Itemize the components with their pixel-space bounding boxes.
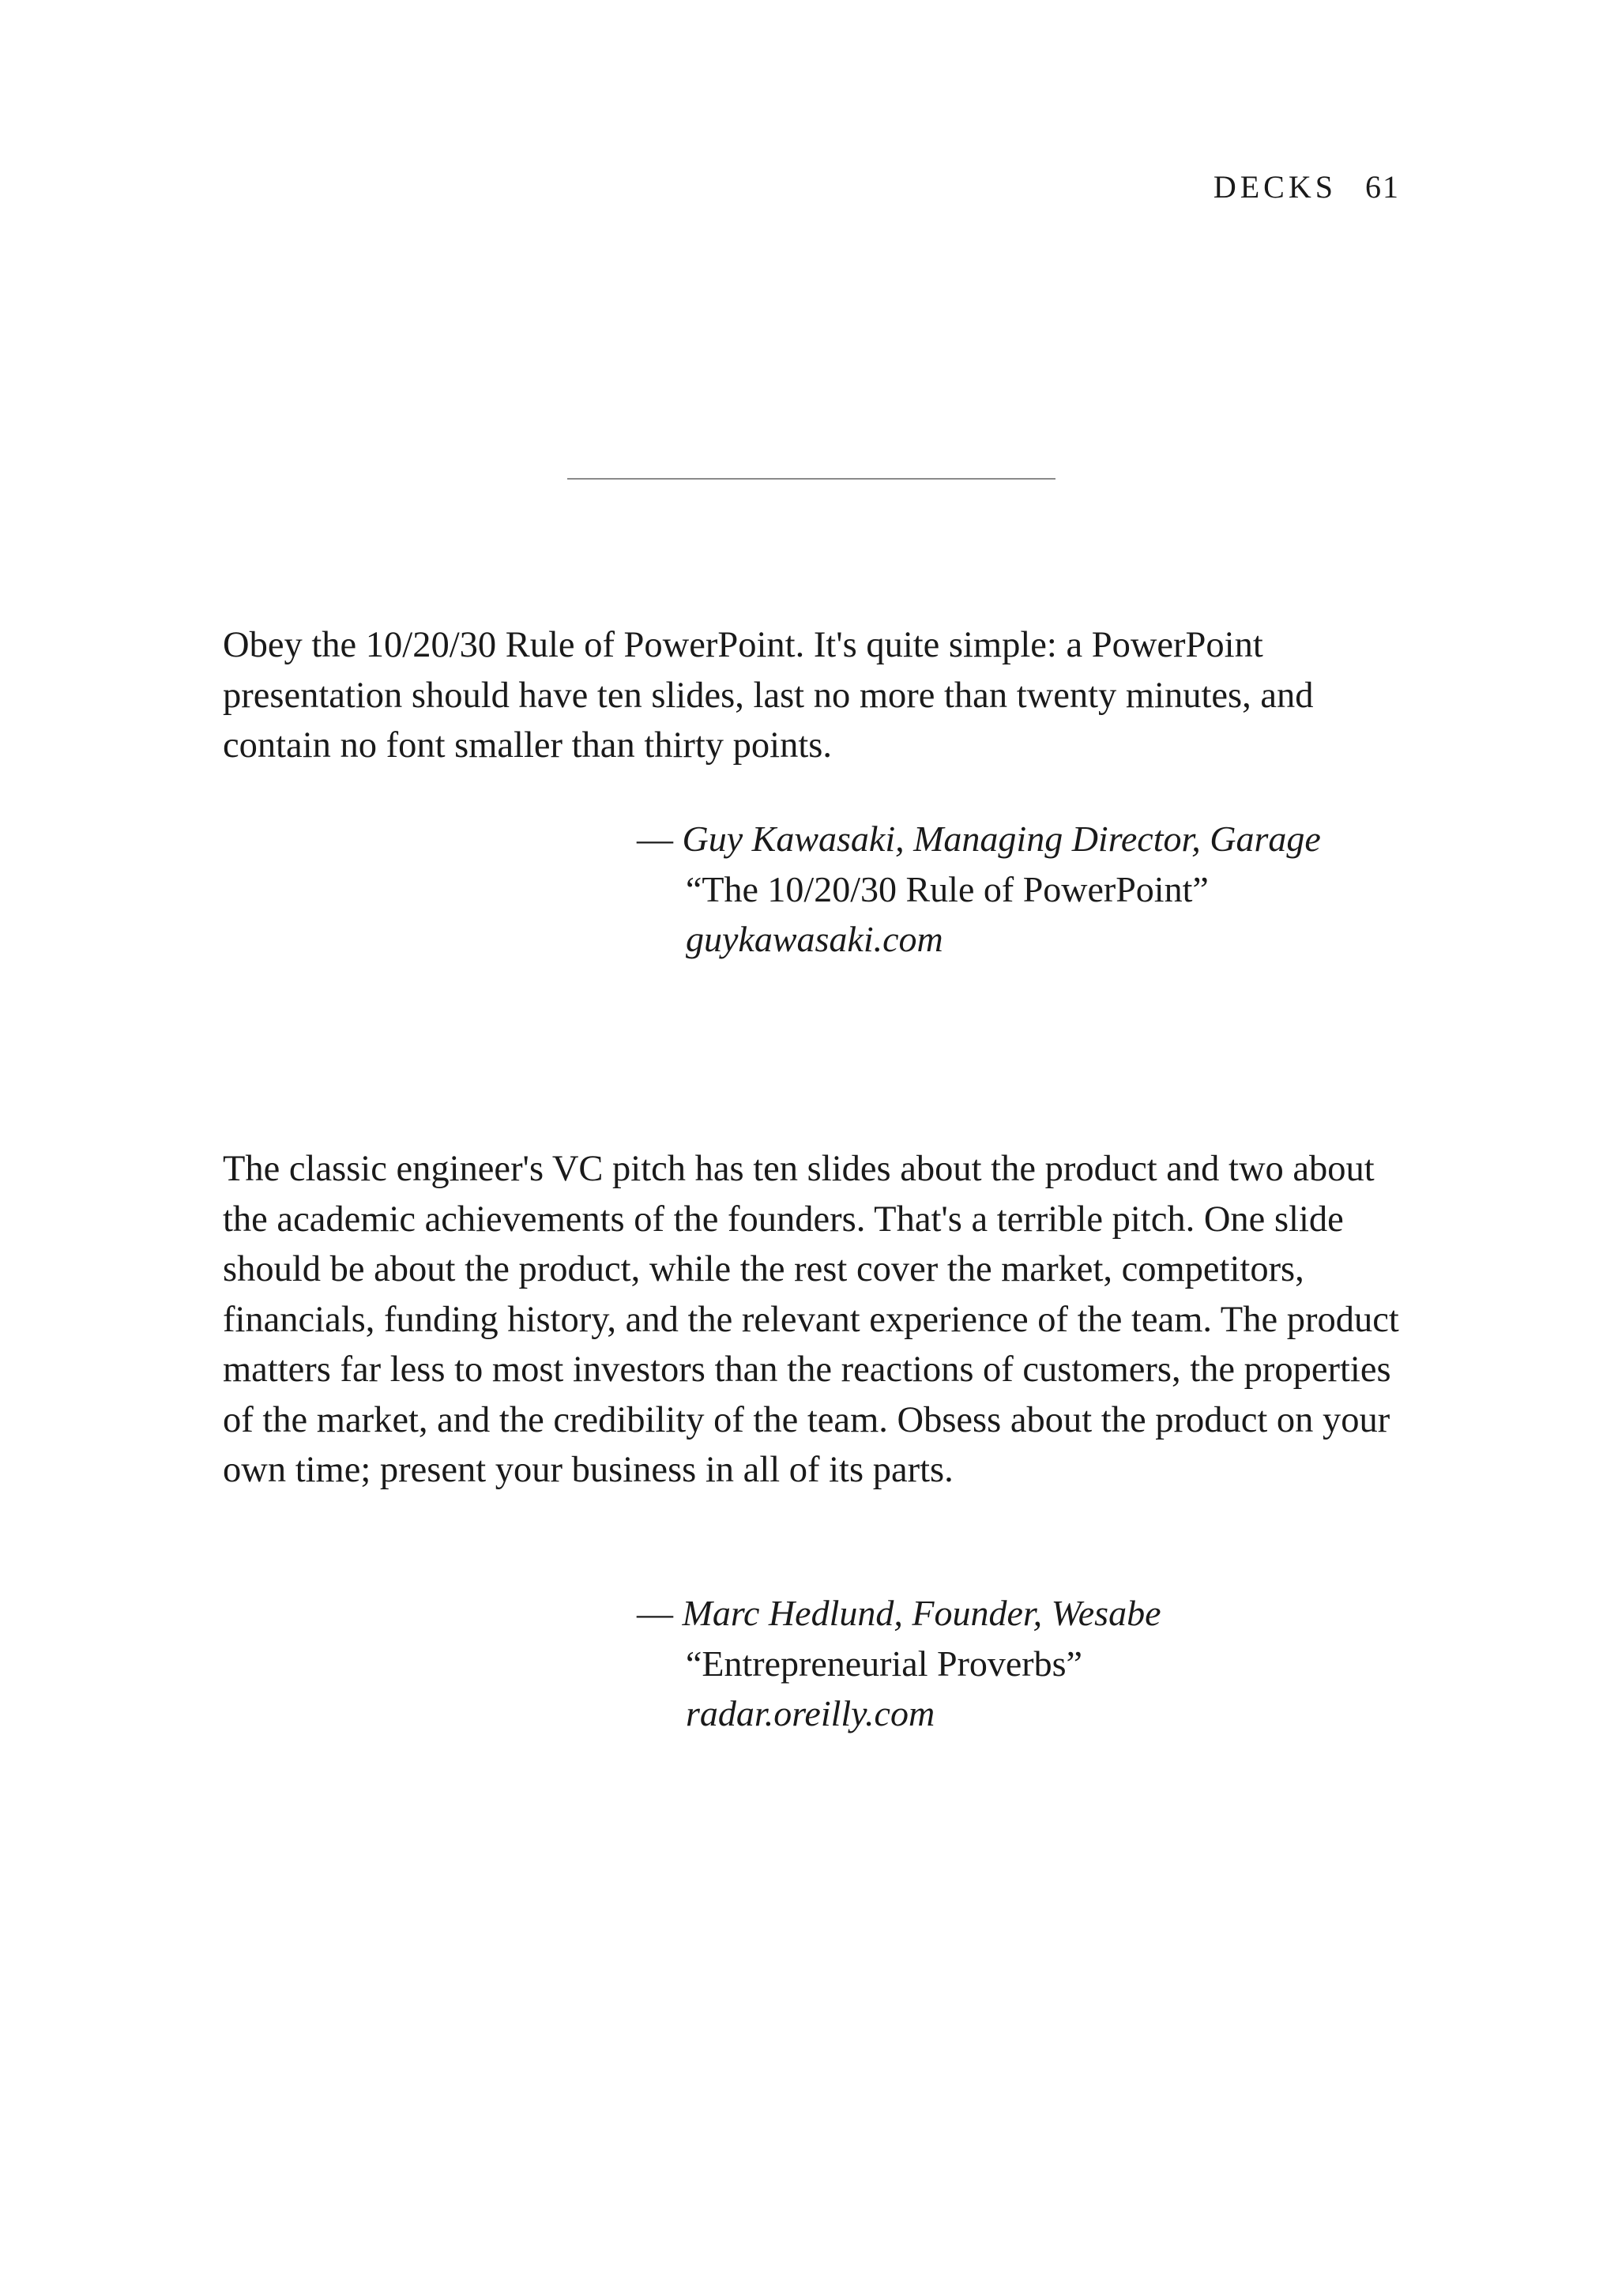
quote-attribution	[637, 1588, 1161, 1739]
quote-attribution	[637, 814, 1321, 965]
quote-source-title: “Entrepreneurial Proverbs”	[686, 1643, 1082, 1684]
attribution-dash: —	[637, 1593, 673, 1633]
section-title: DECKS	[1213, 169, 1337, 205]
quote-text: The classic engineer's VC pitch has ten slides about the product and two about the academic achievements of the founders. That's a terrible pitch. One slide should be about the product, while the rest cover the market, competitors, financials, funding history, and the relevant experience of the team. The product matters far less to most investors than the reactions of customers, the properties of the market, and the credibility of the team. Obsess about the product on your own time; present your business in all of its parts.	[223, 1149, 1399, 1490]
page-number: 61	[1365, 169, 1400, 205]
section-divider	[567, 478, 1055, 480]
running-head	[1214, 167, 1400, 207]
attribution-dash: —	[637, 819, 673, 859]
quote-text: Obey the 10/20/30 Rule of PowerPoint. It's quite simple: a PowerPoint presentation should have ten slides, last no more than twenty minutes, and contain no font smaller than thirty points.	[223, 625, 1314, 766]
quote-author: Marc Hedlund, Founder, Wesabe	[682, 1593, 1161, 1633]
quote-author: Guy Kawasaki, Managing Director, Garage	[682, 819, 1321, 859]
quote-source-site: radar.oreilly.com	[686, 1693, 935, 1733]
quote-source-title: “The 10/20/30 Rule of PowerPoint”	[686, 868, 1209, 909]
quote-source-site: guykawasaki.com	[686, 919, 943, 959]
